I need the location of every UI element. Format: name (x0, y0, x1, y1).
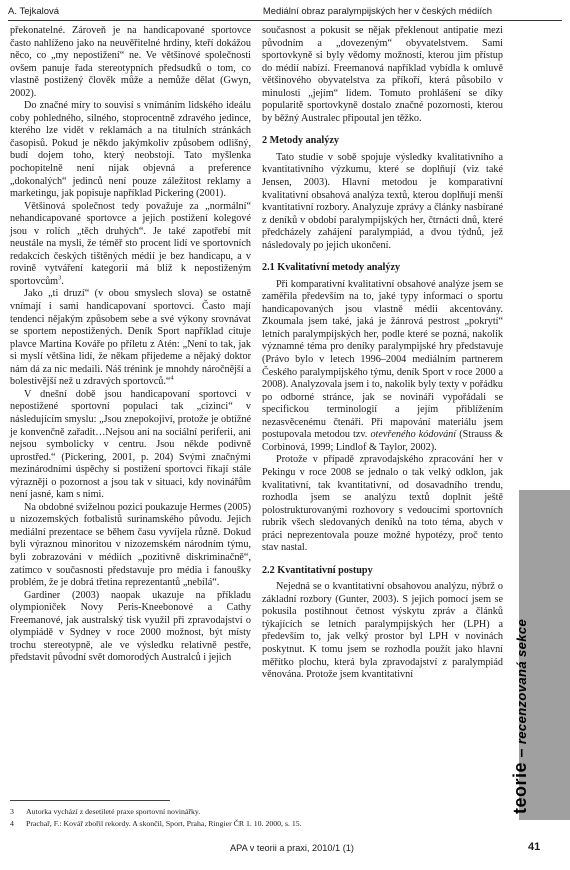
paragraph: Nejedná se o kvantitativní obsahovou analýzu, nýbrž o základní rozbory (Gunter, 2003). S jejich pomocí jsem se pokusila postihnout četnost výskytu zpráv a článků týkajících se letních paralympijských her (LPH) a především to, jak velký prostor byl LPH v novinách poskytnut. K tomu jsem se rozhodla použít jako hlavní měřítko plochu, která byla zpravodajství z paralympiád věnována. Protože jsem kvantitativní (262, 581, 503, 681)
paragraph: Na obdobné sviželnou pozici poukazuje Hermes (2005) u nizozemských fotbalistů surinamského původu. Jejich mediální prezentace se během času vyvíjela různě. Dokud byli výraznou minoritou v nizozemském národním týmu, byli zobrazováni v médiích „pozitivně diskriminačně“, zatímco v současnosti představuje pro média i fanoušky problém, že je dobrá třetina reprezentantů „nebílá“. (10, 501, 251, 589)
footnotes (10, 806, 510, 830)
paragraph: současnost a pokusit se nějak překlenout antipatie mezi původním a „dovezeným“ obyvatelstvem. Sami sportovkyně si byly vědomy možností, kterou jim přístup do médií nabízí. Freemanová například vybídla k omluvě většinového obyvatelstva za příkoří, která působilo v minulosti „jejím“ lidem. Tomuto prohlášení se díky popularitě sportovkyně dostalo značné pozornosti, kterou by běžný Australec připoutal jen těžko. (262, 25, 503, 124)
side-tab-label: teorie – recenzovaná sekce (510, 618, 530, 814)
emphasis: otevřeného kódování (370, 429, 457, 441)
paragraph: V dnešní době jsou handicapovaní sportovci v nepostižené sportovní populaci tak „cizinci“ v následujícím smyslu: „Jsou znepokojiví, protože je obtížné je konvenčně zařadit…Nejsou ani na sociální periferii, ani nejsou symbolicky v centru. Jsou někde podivně uprostřed.“ (Pickering, 2001, p. 204) Svými značnými mezinárodními úspěchy si postižení sportovci říkají stále výrazněji o pozornost a jsou tak v situaci, kdy novinářům není jasné, kam s nimi. (10, 388, 251, 501)
left-column (10, 25, 251, 665)
journal-name: APA v teorii a praxi, 2010/1 (1) (230, 843, 354, 853)
footnote-ref: 3 (58, 274, 62, 282)
paragraph: Do značné míry to souvisí s vnímáním lidského ideálu coby pohledného, silného, stoprocentně zdravého jedince, kterého lze vidět v reklamách a na titulních stránkách časopisů. Pokud je někdo jakýmkoliv způsobem odlišný, budí dojem toho, který neobstojí. Tato myšlenka pochopitelně není nijak objevná a preference „dokonalých“ jedinců není pouze záležitost reklamy a marketingu, jak popisuje například Pickering (2001). (10, 100, 251, 200)
section-heading: 2 Metody analýzy (262, 135, 339, 147)
footnote-rule (10, 800, 170, 801)
paragraph: Gardiner (2003) naopak ukazuje na příkladu olympioniček Novy Peris-Kneebonové a Cathy Freemanové, jak australský tisk využil při zpravodajství o olympiádě v Sydney v roce 2000 možnost, být místy trochu stereotypně, ale ve výsledku relativně pestře, představit původní svět domorodých Australců i jejich (10, 589, 251, 664)
right-column (262, 25, 503, 682)
footnote-ref: 4 (170, 374, 174, 382)
paragraph: Jako „ti druzí“ (v obou smyslech slova) se ostatně vnímají i sami handicapovaní sportovci. Často mají tendenci nějakým způsobem sebe a své výkony srovnávat se sportem nepostižených. Deník Sport například cituje plavce Martina Kováře po příletu z Atén: „Není to tak, jak si myslí většina lidí, že někam přijedeme a nějaký doktor nám dá za nic medaili. Náš trénink je mnohdy náročnější a bolestivější než u zdravých sportovců.“$^4$ (10, 288, 251, 388)
header-author: A. Tejkalová (8, 6, 60, 17)
paragraph: Při komparativní kvalitativní obsahové analýze jsem se zaměřila především na to, jaké typy informací o sportu handicapovaných jsou vlastně médii akcentovány. Zkoumala jsem také, jaká je žánrová pestrost „pokrytí“ letních paralympijských her, podle které se pozná, nakolik významné téma pro deníky paralympijské hry představuje (Právo bylo v letech 1996–2004 mediálním partnerem Českého paralympijského týmu, deník Sport v roce 2000 a 2008). Analyzovala jsem i to, nakolik byly texty v pořádku po odborné stránce, jak se novináři vypořádali se specifickou terminologií a jejím přiblížením nezasvěcenému čtenáři. Při mapování materiálu jsem postupovala metodou tzv. otevřeného kódování (Strauss & Corbinová, 1999; Lindlof & Taylor, 2002). (262, 278, 504, 453)
subsection-heading: 2.2 Kvantitativní postupy (262, 564, 373, 576)
header-running-title: Mediální obraz paralympijských her v českých médiích (262, 6, 492, 17)
paragraph: Tato studie v sobě spojuje výsledky kvalitativního a kvantitativního výzkumu, které se doplňují (viz také Jensen, 2003). Hlavní metodou je komparativní kvalitativní obsahová analýza textů, kterou doplňují menší kvantitativní rozbory. Analyzuje zprávy a články nasbírané z deníků v období paralympijských her, čtrnácti dnů, které předcházely zahájení paralympiád, a dvou týdnů, jež následovaly po jejich ukončení. (262, 151, 503, 251)
page-number: 41 (528, 841, 541, 853)
footnote: 4 Prachař, F.: Kovář zbořil rekordy. A skončil, Sport, Praha, Ringier ČR 1. 10. 2000, s. 15. (10, 819, 302, 828)
paragraph: Většinová společnost tedy považuje za „normální“ nehandicapované sportovce a jejich postižení kolegové jsou v rolích „těch druhých“. Je také zapotřebí mít neustále na mysli, že téměř sto procent lidí ve sportovních redakcích českých tištěných médií je bez handicapu, a v rovině vytváření kategorií má blíž k nepostiženým sportovcům$^3$. (10, 200, 251, 287)
paragraph: Protože v případě zpravodajského zpracování her v Pekingu v roce 2008 se jednalo o tak velký odklon, jak kvalitativní, tak kvantitativní, od dosavadního trendu, rozhodla jsem se analýzu textů doplnit ještě polostrukturovanými rozhovory s vedoucími sportovních rubrik všech sledovaných deníků na toto téma, abych v práci neprezentovala pouze možné hypotézy, proč tento stav nastal. (262, 454, 503, 554)
footnote: 3 Autorka vychází z desetileté praxe sportovní novinářky. (10, 807, 201, 816)
section-side-tab (510, 490, 570, 820)
paragraph: překonatelné. Zároveň je na handicapované sportovce často nahlíženo jako na neuvěřitelné hrdiny, kteří dokážou něco, co „my nepostižení“ ne. Ve většinové společnosti ovšem panuje řada stereotypních předsudků o tom, co vlastně postižený člověk může a nemůže dělat (Gwyn, 2002). (10, 25, 251, 99)
header-rule (8, 20, 562, 21)
subsection-heading: 2.1 Kvalitativní metody analýzy (262, 262, 401, 274)
page-header (0, 0, 570, 22)
